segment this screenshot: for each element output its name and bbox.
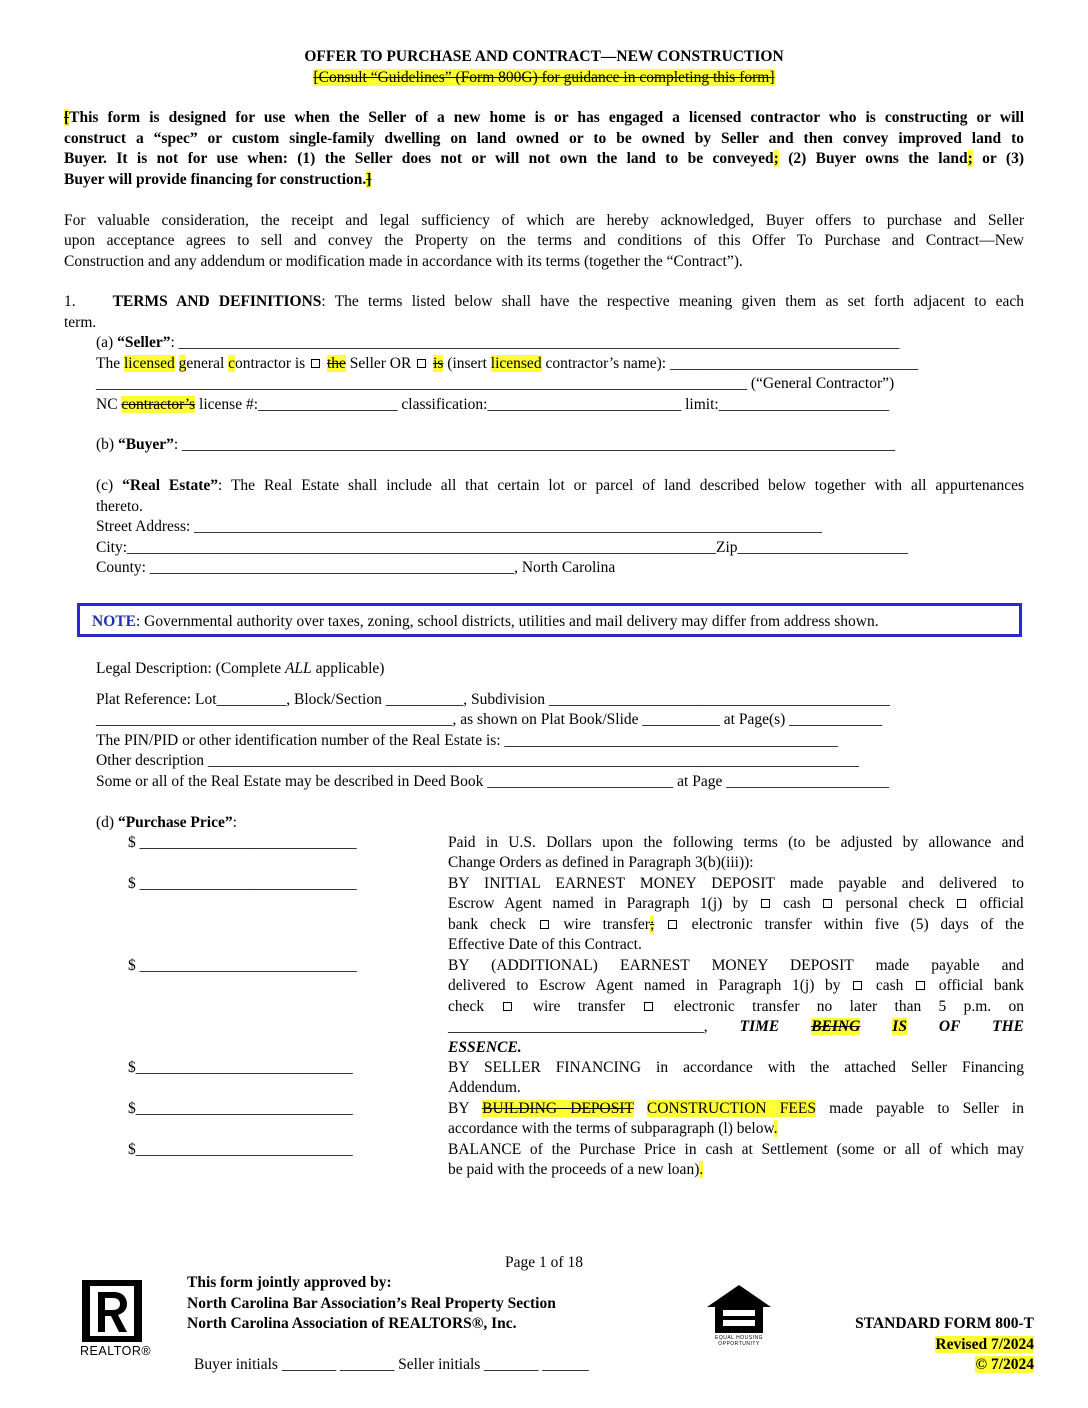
gc-is-deleted: is (433, 355, 444, 372)
construction-fees-blank[interactable]: $____________________________ (128, 1100, 353, 1117)
section-title: TERMS AND DEFINITIONS (112, 293, 322, 310)
intro-line-1 (64, 108, 1024, 128)
initial-deposit-line-2 (448, 894, 1024, 914)
seller-financing-line-2: Addendum. (448, 1079, 521, 1096)
copyright-highlight: © 7/2024 (975, 1356, 1034, 1373)
gc-licensed-highlight: licensed (123, 355, 175, 372)
legal-text: applicable) (311, 660, 385, 677)
gc-text: ontractor is (235, 355, 310, 372)
space (634, 1100, 647, 1117)
plat-book-field[interactable]: ______________________________________________, as shown on Plat Book/Slide __________ at Page(s) ____________ (96, 711, 883, 728)
form-title: OFFER TO PURCHASE AND CONTRACT—NEW CONSTRUCTION (304, 48, 784, 65)
initial-deposit-line-4: Effective Date of this Contract. (448, 936, 642, 953)
consideration-line-1: For valuable consideration, the receipt and legal sufficiency of which are hereby acknowledged, Buyer offers to purchase and Seller (64, 212, 1024, 229)
buyer-label: “Buyer” (117, 436, 174, 453)
gc-the-deleted: the (326, 355, 346, 372)
intro-text: (2) Buyer owns the land (778, 150, 968, 167)
additional-electronic-checkbox[interactable] (644, 1002, 653, 1011)
deposit-date-blank[interactable]: _________________________________, (448, 1018, 740, 1035)
construction-fees-text: accordance with the terms of subparagraph (l) below (448, 1120, 774, 1137)
gc-c-highlight: c (228, 355, 236, 372)
of-the-text: OF THE (906, 1018, 1025, 1035)
paid-terms-line-1: Paid in U.S. Dollars upon the following terms (to be adjusted by allowance and (448, 834, 1024, 851)
gc-licensed-highlight: licensed (490, 355, 542, 372)
initial-deposit-line-1: BY INITIAL EARNEST MONEY DEPOSIT made payable and delivered to (448, 875, 1024, 892)
equal-housing-text: EQUAL HOUSING OPPORTUNITY (715, 1335, 763, 1347)
gc-text: eneral (186, 355, 229, 372)
building-deposit-deleted: BUILDING DEPOSIT (482, 1100, 634, 1117)
nc-contractors-deleted: contractor’s (121, 396, 196, 413)
initials-field[interactable]: Buyer initials _______ _______ Seller initials _______ ______ (194, 1356, 589, 1373)
cash-label: cash (865, 977, 915, 994)
deleted-semicolon: ; (649, 916, 655, 933)
initial-personal-check-checkbox[interactable] (823, 899, 832, 908)
balance-line-1: BALANCE of the Purchase Price in cash at Settlement (some or all of which may (448, 1141, 1024, 1158)
construction-fees-line-2 (448, 1119, 778, 1139)
additional-deposit-blank[interactable]: $ ____________________________ (128, 957, 357, 974)
construction-fees-line-1 (448, 1099, 1024, 1119)
wire-label: wire transfer (515, 998, 643, 1015)
cash-label: cash (772, 895, 822, 912)
note-body: : Governmental authority over taxes, zoning, school districts, utilities and mail delivery may differ from address shown. (135, 613, 879, 630)
initial-deposit-line-3 (448, 915, 1024, 935)
intro-text: Buyer will provide financing for construction. (64, 171, 367, 188)
intro-line-2: construct a “spec” or custom single-family dwelling on land owned or to be owned by Seller and then convey improved land to (64, 130, 1024, 147)
intro-semicolon: ; (967, 150, 973, 167)
by-text: BY (448, 1100, 483, 1117)
real-estate-label-prefix: (c) (96, 477, 123, 494)
personal-check-label: personal check (835, 895, 956, 912)
guidelines-reference: [Consult “Guidelines” (Form 800G) for guidance in completing this form] (313, 69, 775, 86)
seller-field[interactable] (96, 333, 899, 353)
initial-cash-checkbox[interactable] (761, 899, 770, 908)
intro-text: This form is designed for use when the Seller of a new home is or has engaged a licensed contractor who is constructing or will (69, 109, 1024, 126)
construction-fees-text: made payable to Seller in (815, 1100, 1024, 1117)
additional-deposit-line-1: BY (ADDITIONAL) EARNEST MONEY DEPOSIT made payable and (448, 957, 1024, 974)
initial-wire-checkbox[interactable] (540, 920, 549, 929)
price-label: “Purchase Price” (117, 814, 233, 831)
electronic-label: electronic transfer no later than 5 p.m. on (656, 998, 1025, 1015)
official-bank-label: official bank (928, 977, 1024, 994)
general-contractor-line (96, 354, 918, 374)
nc-license-blanks[interactable]: license #:__________________ classification:_________________________ limit:______________________ (195, 396, 890, 413)
gc-seller-checkbox[interactable] (311, 359, 320, 368)
inserted-period: . (699, 1161, 704, 1178)
plat-reference-field[interactable]: Plat Reference: Lot_________, Block/Section __________, Subdivision ____________________________________________ (96, 691, 890, 708)
deposit-text: delivered to Escrow Agent named in Paragraph 1(j) by (448, 977, 852, 994)
deed-book-field[interactable]: Some or all of the Real Estate may be described in Deed Book ________________________ at Page _____________________ (96, 773, 889, 790)
form-number: STANDARD FORM 800-T (855, 1315, 1034, 1332)
section-number: 1. (64, 293, 76, 310)
gc-name-blank[interactable]: contractor’s name): ________________________________ (541, 355, 918, 372)
realtor-logo-text: REALTOR® (80, 1344, 152, 1358)
legal-all: ALL (284, 660, 312, 677)
realtor-logo (80, 1278, 152, 1362)
nc-text: NC (96, 396, 122, 413)
additional-deposit-line-5: ESSENCE. (448, 1039, 522, 1056)
bank-check-label: bank check (448, 916, 538, 933)
section-1-text: term. (64, 314, 97, 331)
purchase-price-heading (96, 813, 237, 833)
intro-text: Buyer. It is not for use when: (1) the Seller does not or will not own the land to be conveyed (64, 150, 774, 167)
nc-license-line[interactable] (96, 395, 889, 415)
additional-deposit-line-4[interactable] (448, 1017, 1024, 1037)
real-estate-line-2: thereto. (96, 498, 143, 515)
legal-text: Legal Description: (Complete (96, 660, 285, 677)
form-subtitle (0, 68, 1088, 88)
note-box (77, 603, 1022, 637)
gc-text: Seller OR (345, 355, 416, 372)
balance-blank[interactable]: $____________________________ (128, 1141, 353, 1158)
balance-line-2 (448, 1160, 703, 1180)
official-label: official (969, 895, 1024, 912)
section-1-heading (64, 292, 1024, 312)
copyright-date (975, 1355, 1034, 1375)
consideration-line-2: upon acceptance agrees to sell and convey the Property on the terms and conditions of this Offer To Purchase and Contract—New (64, 232, 1024, 249)
space (860, 1018, 892, 1035)
revised-date (935, 1335, 1034, 1355)
seller-financing-blank[interactable]: $____________________________ (128, 1059, 353, 1076)
total-price-blank[interactable]: $ ____________________________ (128, 834, 357, 851)
intro-semicolon: ; (773, 150, 779, 167)
page-number: Page 1 of 18 (505, 1254, 583, 1271)
being-deleted: BEING (811, 1018, 861, 1035)
gc-g-highlight: g (178, 355, 187, 372)
construction-fees-inserted: CONSTRUCTION FEES (646, 1100, 816, 1117)
balance-text: be paid with the proceeds of a new loan) (448, 1161, 700, 1178)
check-label: check (448, 998, 502, 1015)
equal-housing-house-icon (705, 1283, 773, 1335)
section-text: : The terms listed below shall have the respective meaning given them as set forth adjacent to each (321, 293, 1024, 310)
general-contractor-blank[interactable]: ____________________________________________________________________________________ (“General Contractor”) (96, 375, 895, 392)
approved-by-realtors: North Carolina Association of REALTORS®, Inc. (187, 1315, 517, 1332)
additional-deposit-line-3 (448, 997, 1024, 1017)
seller-financing-line-1: BY SELLER FINANCING in accordance with the attached Seller Financing (448, 1059, 1024, 1076)
additional-cash-checkbox[interactable] (853, 981, 862, 990)
legal-description-heading (96, 659, 384, 679)
price-label-prefix: (d) (96, 814, 118, 831)
price-colon: : (232, 814, 237, 831)
time-text: TIME (739, 1018, 812, 1035)
intro-line-4 (64, 170, 371, 190)
equal-housing-logo (705, 1283, 773, 1347)
real-estate-line-1 (96, 476, 1024, 496)
street-address-field[interactable]: Street Address: _________________________________________________________________________________ (96, 518, 822, 535)
real-estate-label: “Real Estate” (122, 477, 218, 494)
city-zip-field[interactable]: City:____________________________________________________________________________Zip______________________ (96, 539, 909, 556)
paid-terms-line-2: Change Orders as defined in Paragraph 3(b)(iii)): (448, 854, 754, 871)
consideration-line-3: Construction and any addendum or modification made in accordance with its terms (together the “Contract”). (64, 253, 743, 270)
additional-official-check-checkbox[interactable] (916, 981, 925, 990)
note-label: NOTE (92, 613, 136, 630)
note-text (92, 612, 879, 632)
additional-deposit-line-2 (448, 976, 1024, 996)
intro-line-3 (64, 149, 1024, 169)
seller-label: “Seller” (117, 334, 171, 351)
initial-official-check-checkbox[interactable] (957, 899, 966, 908)
pin-field[interactable]: The PIN/PID or other identification number of the Real Estate is: ___________________________________________ (96, 732, 838, 749)
approved-by-heading: This form jointly approved by: (187, 1274, 392, 1291)
is-inserted: IS (892, 1018, 907, 1035)
revised-highlight: Revised 7/2024 (935, 1336, 1034, 1353)
buyer-field[interactable] (96, 435, 895, 455)
approved-by-bar-association: North Carolina Bar Association’s Real Property Section (187, 1295, 556, 1312)
buyer-label-prefix: (b) (96, 436, 118, 453)
initial-electronic-checkbox[interactable] (668, 920, 677, 929)
additional-wire-checkbox[interactable] (503, 1002, 512, 1011)
real-estate-text: : The Real Estate shall include all that certain lot or parcel of land described below together with all appurtenances (218, 477, 1025, 494)
buyer-blank[interactable]: : ____________________________________________________________________________________________ (173, 436, 896, 453)
seller-blank[interactable]: _____________________________________________________________________________________________ (178, 334, 900, 351)
wire-label: wire transfer (551, 916, 650, 933)
intro-text: or (3) (972, 150, 1024, 167)
electronic-label: electronic transfer within five (5) days of the (679, 916, 1024, 933)
intro-bracket-close: ] (366, 171, 372, 188)
gc-text: The (96, 355, 124, 372)
initial-deposit-blank[interactable]: $ ____________________________ (128, 875, 357, 892)
intro-bracket-open: [ (64, 109, 70, 126)
seller-colon: : (170, 334, 175, 351)
deposit-text: Escrow Agent named in Paragraph 1(j) by (448, 895, 759, 912)
county-field[interactable]: County: _______________________________________________, North Carolina (96, 559, 616, 576)
gc-other-checkbox[interactable] (417, 359, 426, 368)
gc-text: (insert (443, 355, 491, 372)
other-description-field[interactable]: Other description ____________________________________________________________________________________ (96, 752, 859, 769)
seller-label-prefix: (a) (96, 334, 118, 351)
inserted-period: . (773, 1120, 778, 1137)
